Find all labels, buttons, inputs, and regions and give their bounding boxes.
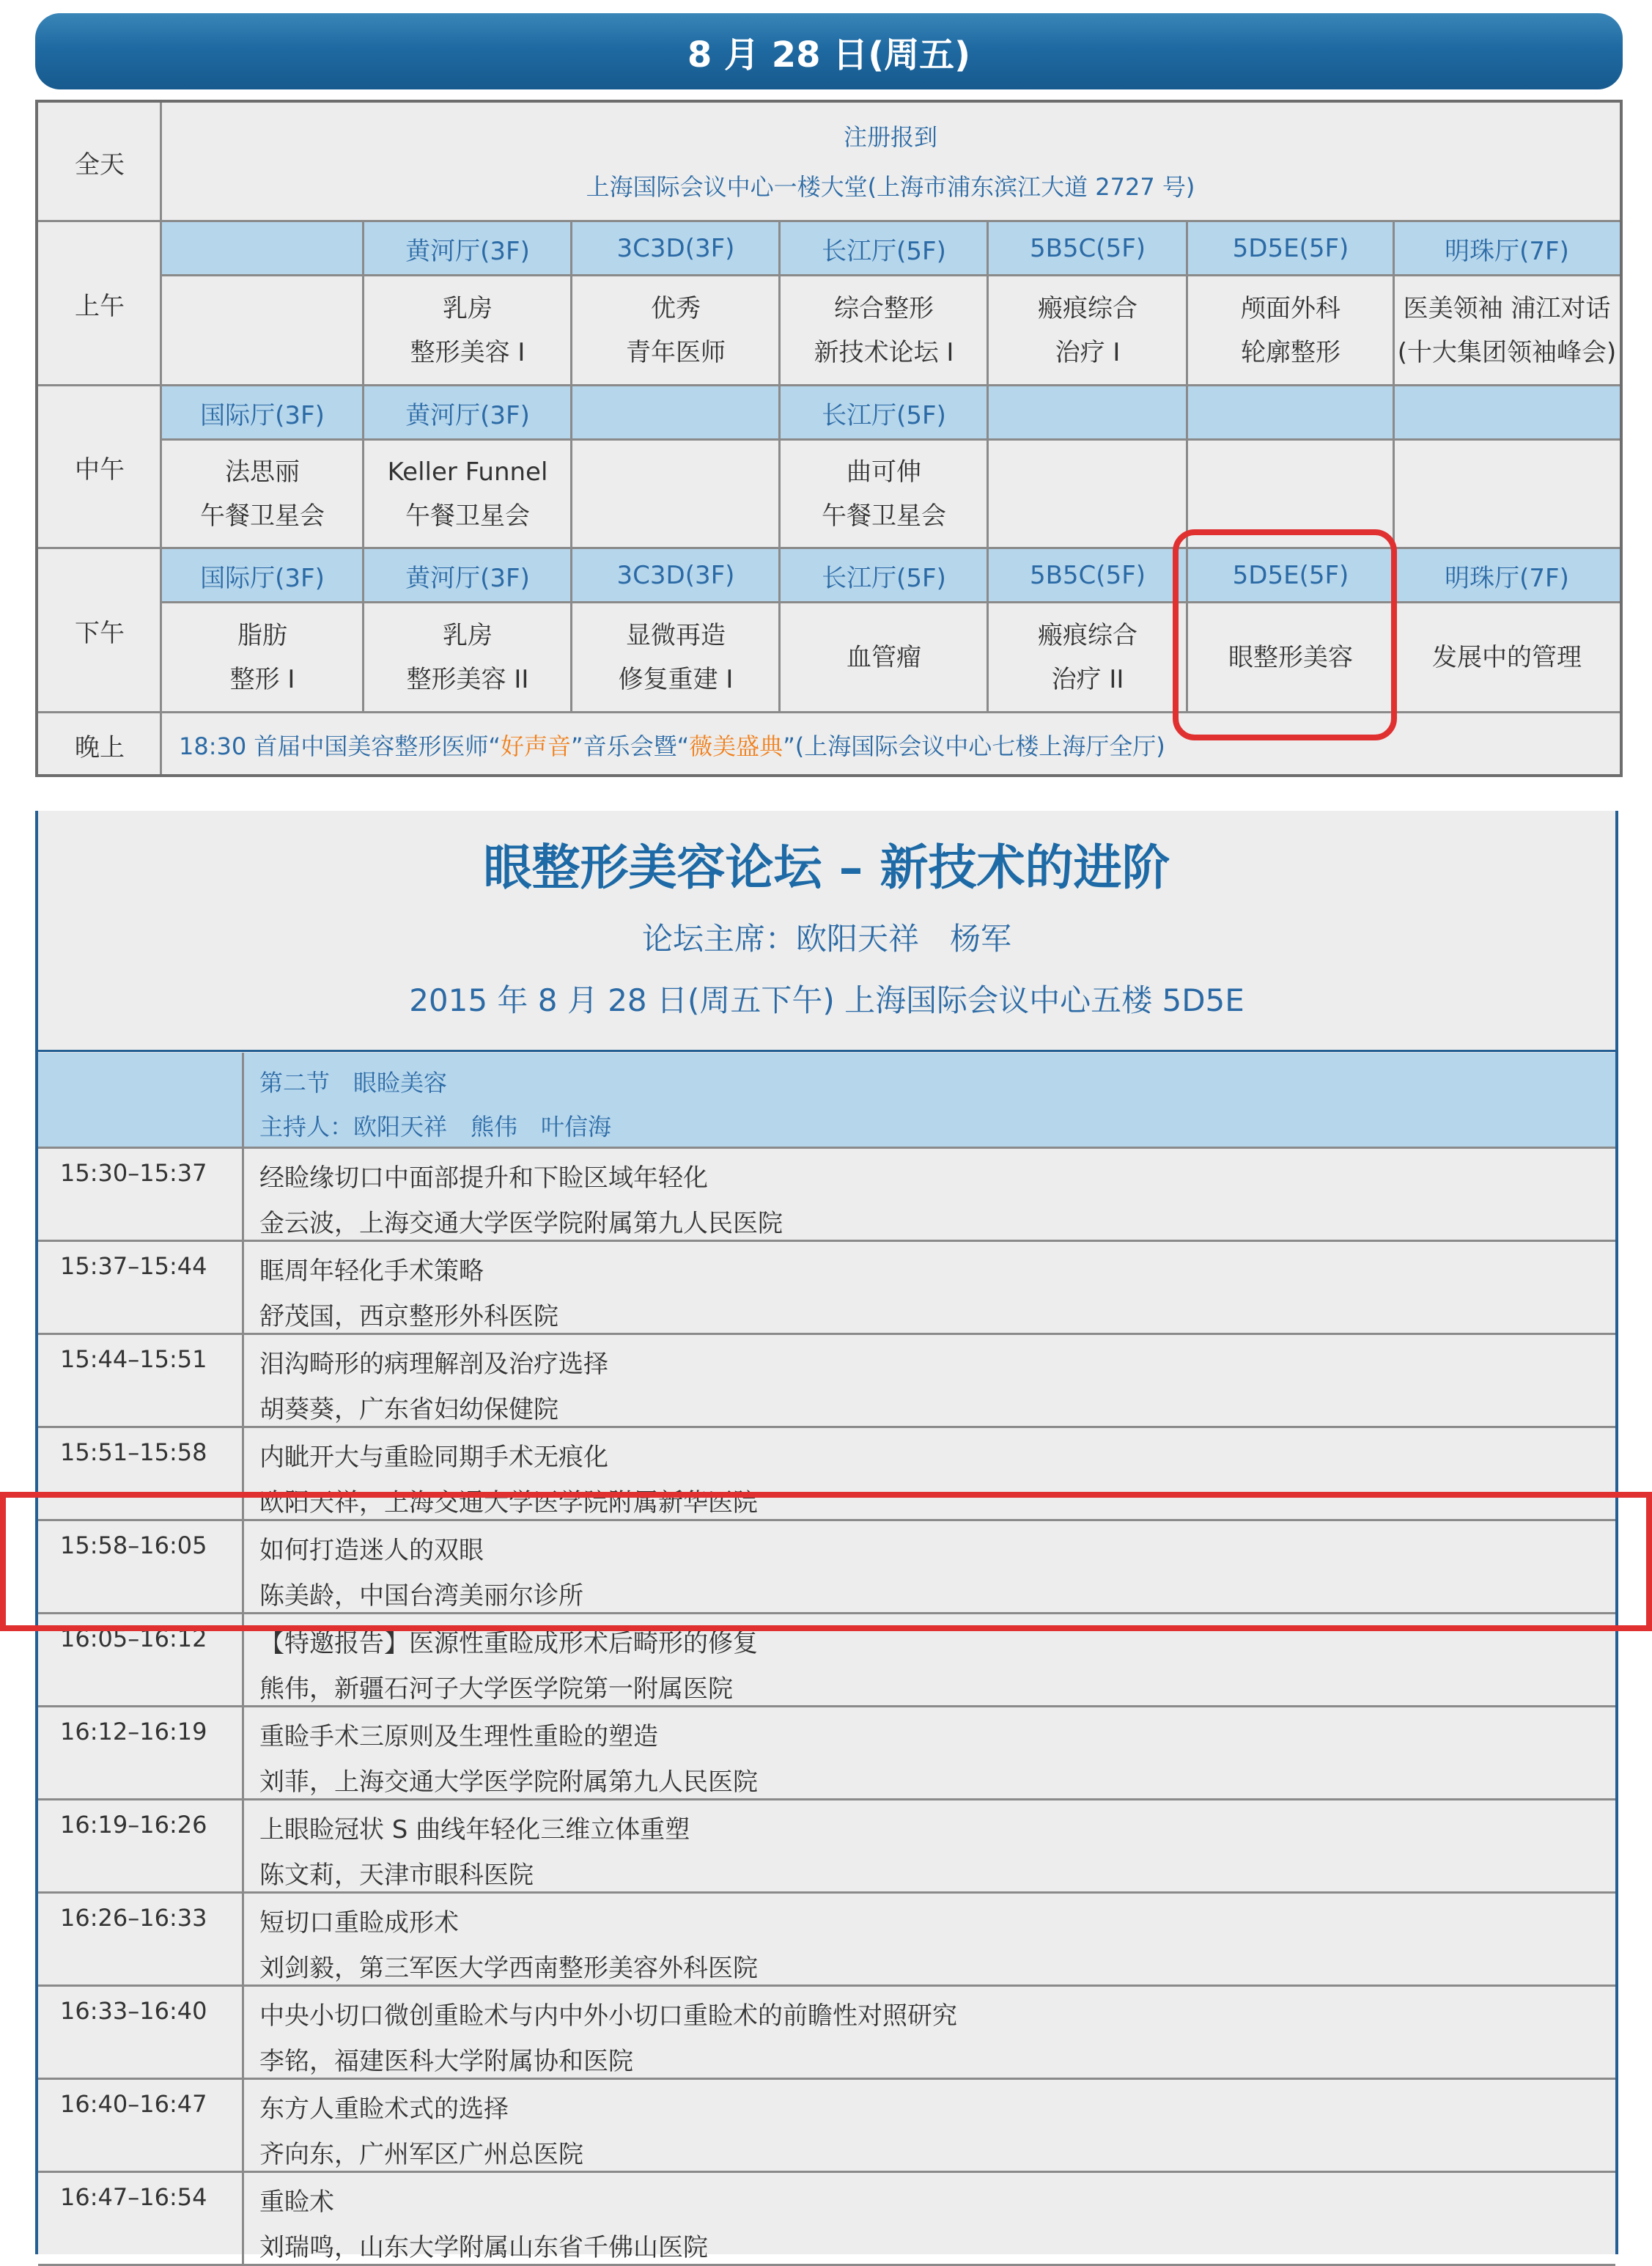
talk-topic: 重睑手术三原则及生理性重睑的塑造 <box>259 1722 658 1751</box>
noon-session-cell <box>572 440 780 548</box>
column-divider <box>1186 221 1188 386</box>
noon-session-cell <box>364 440 572 548</box>
noon-session-cell <box>780 440 988 548</box>
talk-time: 16:12–16:19 <box>60 1718 207 1746</box>
talk-topic: 如何打造迷人的双眼 <box>259 1536 484 1565</box>
session-title-line: 修复重建 I <box>618 665 734 694</box>
talk-time: 16:33–16:40 <box>60 1997 207 2025</box>
talk-speaker: 欧阳天祥，上海交通大学医学院附属新华医院 <box>259 1488 758 1518</box>
column-divider <box>362 386 364 548</box>
forum-date-venue: 2015 年 8 月 28 日(周五下午) 上海国际会议中心五楼 5D5E <box>409 982 1244 1018</box>
afternoon-hall-header: 国际厅(3F) <box>161 548 364 603</box>
morning-hall-header: 5D5E(5F) <box>1187 221 1394 276</box>
talk-time: 15:58–16:05 <box>60 1531 207 1559</box>
afternoon-hall-header: 5D5E(5F) <box>1187 548 1394 603</box>
talk-time: 16:40–16:47 <box>60 2090 207 2118</box>
session-title-line: 法思丽 <box>225 457 300 487</box>
noon-hall-header <box>988 386 1187 440</box>
morning-session-cell <box>161 276 364 386</box>
talk-row <box>38 2173 1615 2266</box>
talk-row <box>38 1707 1615 1800</box>
talk-speaker: 陈美龄，中国台湾美丽尔诊所 <box>259 1581 583 1611</box>
noon-hall-header: 长江厅(5F) <box>780 386 988 440</box>
session-title-line: 午餐卫星会 <box>405 501 530 531</box>
column-divider <box>242 2080 244 2171</box>
morning-hall-header: 黄河厅(3F) <box>364 221 572 276</box>
talk-time: 16:26–16:33 <box>60 1904 207 1932</box>
date-banner <box>35 13 1623 89</box>
session-title-line: 整形美容 II <box>406 665 529 694</box>
talk-row <box>38 2080 1615 2173</box>
afternoon-session-cell <box>161 603 364 713</box>
talk-speaker: 熊伟，新疆石河子大学医学院第一附属医院 <box>259 1674 733 1704</box>
talk-topic: 内眦开大与重睑同期手术无痕化 <box>259 1443 608 1472</box>
highlight-box-session <box>1173 529 1397 740</box>
session-title-line: 青年医师 <box>626 338 726 367</box>
row-label-afternoon: 下午 <box>75 618 125 648</box>
header-divider <box>161 601 1620 603</box>
section-title: 第二节 眼睑美容 <box>259 1069 448 1097</box>
column-divider <box>242 1053 244 1147</box>
talk-speaker: 刘瑞鸣，山东大学附属山东省千佛山医院 <box>259 2233 708 2262</box>
column-divider <box>362 221 364 386</box>
talk-topic: 眶周年轻化手术策略 <box>259 1257 484 1286</box>
registration-venue: 上海国际会议中心一楼大堂(上海市浦东滨江大道 2727 号) <box>586 173 1195 201</box>
morning-session-cell <box>572 276 780 386</box>
talk-speaker: 刘菲，上海交通大学医学院附属第九人民医院 <box>259 1767 758 1797</box>
talk-row <box>38 1335 1615 1428</box>
morning-hall-header: 3C3D(3F) <box>572 221 780 276</box>
evening-text-pre: 18:30 首届中国美容整形医师“ <box>179 732 501 760</box>
evening-event <box>161 713 1620 777</box>
column-divider <box>1186 386 1188 548</box>
column-divider <box>570 548 572 713</box>
talk-row <box>38 1800 1615 1894</box>
session-title-line: Keller Funnel <box>387 457 548 487</box>
talk-time: 15:44–15:51 <box>60 1345 207 1373</box>
column-divider <box>570 386 572 548</box>
session-title-line: 瘢痕综合 <box>1038 294 1137 323</box>
column-divider <box>987 221 989 386</box>
highlight-box-talk <box>0 1492 1652 1631</box>
talk-speaker: 齐向东，广州军区广州总医院 <box>259 2140 583 2169</box>
morning-hall-header: 长江厅(5F) <box>780 221 988 276</box>
afternoon-session-cell <box>988 603 1187 713</box>
column-divider <box>778 548 781 713</box>
noon-hall-header: 国际厅(3F) <box>161 386 364 440</box>
row-divider <box>38 384 1620 386</box>
row-label-allday: 全天 <box>75 150 125 180</box>
talk-speaker: 舒茂国，西京整形外科医院 <box>259 1302 558 1331</box>
column-divider <box>242 1335 244 1426</box>
talk-topic: 中央小切口微创重睑术与内中外小切口重睑术的前瞻性对照研究 <box>259 2001 957 2031</box>
row-label-morning: 上午 <box>75 291 125 321</box>
talk-topic: 东方人重睑术式的选择 <box>259 2094 509 2124</box>
session-title-line: 综合整形 <box>834 294 934 323</box>
session-title-line: 整形 I <box>229 665 295 694</box>
noon-hall-header <box>1187 386 1394 440</box>
morning-session-cell <box>1187 276 1394 386</box>
talk-time: 15:51–15:58 <box>60 1438 207 1466</box>
column-divider <box>242 1894 244 1984</box>
session-title-line: 医美领袖 浦江对话 <box>1403 294 1611 323</box>
talk-time: 16:47–16:54 <box>60 2183 207 2211</box>
session-title-line: 发展中的管理 <box>1432 643 1582 672</box>
morning-session-cell <box>1394 276 1620 386</box>
header-divider <box>161 438 1620 441</box>
registration-cell <box>161 103 1620 221</box>
column-divider <box>987 548 989 713</box>
talk-row <box>38 1242 1615 1335</box>
label-column-divider <box>160 103 162 774</box>
forum-divider <box>38 1050 1615 1052</box>
session-title-line: 显微再造 <box>626 621 726 650</box>
talk-time: 15:37–15:44 <box>60 1252 207 1280</box>
talk-topic: 泪沟畸形的病理解剖及治疗选择 <box>259 1350 608 1379</box>
afternoon-hall-header: 3C3D(3F) <box>572 548 780 603</box>
noon-session-cell <box>161 440 364 548</box>
talk-topic: 短切口重睑成形术 <box>259 1908 459 1938</box>
session-title-line: 新技术论坛 I <box>814 338 954 367</box>
row-label-noon: 中午 <box>75 455 125 485</box>
talk-time: 16:05–16:12 <box>60 1625 207 1652</box>
column-divider <box>242 1242 244 1333</box>
session-title-line: 眼整形美容 <box>1228 643 1353 672</box>
talk-row <box>38 1149 1615 1242</box>
session-title-line: 治疗 II <box>1051 665 1124 694</box>
column-divider <box>778 386 781 548</box>
forum-chair: 论坛主席：欧阳天祥 杨军 <box>641 921 1011 957</box>
column-divider <box>362 548 364 713</box>
session-title-line: 午餐卫星会 <box>822 501 946 531</box>
session-title-line: 优秀 <box>651 294 701 323</box>
afternoon-hall-header: 黄河厅(3F) <box>364 548 572 603</box>
noon-hall-header <box>572 386 780 440</box>
noon-session-cell <box>1394 440 1620 548</box>
column-divider <box>242 1149 244 1240</box>
column-divider <box>242 1800 244 1891</box>
talk-topic: 【特邀报告】医源性重睑成形术后畸形的修复 <box>259 1629 758 1658</box>
column-divider <box>242 1987 244 2078</box>
session-title-line: 脂肪 <box>237 621 287 650</box>
session-title-line: 整形美容 I <box>410 338 526 367</box>
talk-topic: 上眼睑冠状 S 曲线年轻化三维立体重塑 <box>259 1815 690 1844</box>
talk-speaker: 李铭，福建医科大学附属协和医院 <box>259 2047 633 2076</box>
column-divider <box>242 1707 244 1798</box>
talk-topic: 重睑术 <box>259 2188 334 2217</box>
session-title-line: (十大集团领袖峰会) <box>1397 338 1617 367</box>
morning-hall-header: 明珠厅(7F) <box>1394 221 1620 276</box>
column-divider <box>242 2173 244 2264</box>
column-divider <box>778 221 781 386</box>
afternoon-hall-header: 长江厅(5F) <box>780 548 988 603</box>
evening-text-mid: ”音乐会暨“ <box>571 732 690 760</box>
session-title-line: 颅面外科 <box>1241 294 1341 323</box>
morning-session-cell <box>988 276 1187 386</box>
talk-speaker: 胡葵葵，广东省妇幼保健院 <box>259 1395 558 1424</box>
afternoon-session-cell <box>572 603 780 713</box>
registration-title: 注册报到 <box>843 123 937 151</box>
session-title-line: 轮廓整形 <box>1241 338 1341 367</box>
talk-row <box>38 1987 1615 2080</box>
column-divider <box>1393 386 1395 548</box>
talk-speaker: 刘剑毅，第三军医大学西南整形美容外科医院 <box>259 1954 758 1983</box>
column-divider <box>987 386 989 548</box>
column-divider <box>1393 221 1395 386</box>
afternoon-session-cell <box>780 603 988 713</box>
noon-hall-header: 黄河厅(3F) <box>364 386 572 440</box>
talk-topic: 经睑缘切口中面部提升和下睑区域年轻化 <box>259 1163 708 1193</box>
session-title-line: 曲可伸 <box>847 457 921 487</box>
session-title-line: 乳房 <box>443 621 493 650</box>
talk-speaker: 陈文莉，天津市眼科医院 <box>259 1861 534 1890</box>
session-title-line: 治疗 I <box>1055 338 1121 367</box>
afternoon-session-cell <box>1394 603 1620 713</box>
morning-hall-header: 5B5C(5F) <box>988 221 1187 276</box>
row-label-evening: 晚上 <box>75 732 125 762</box>
session-title-line: 乳房 <box>443 294 493 323</box>
talk-row <box>38 1894 1615 1987</box>
afternoon-hall-header: 明珠厅(7F) <box>1394 548 1620 603</box>
column-divider <box>570 221 572 386</box>
forum-title: 眼整形美容论坛 – 新技术的进阶 <box>483 839 1170 896</box>
banner-date: 8 月 28 日(周五) <box>687 34 971 76</box>
row-divider <box>38 220 1620 222</box>
morning-session-cell <box>364 276 572 386</box>
session-title-line: 血管瘤 <box>847 643 921 672</box>
afternoon-hall-header: 5B5C(5F) <box>988 548 1187 603</box>
section-header <box>38 1053 1615 1149</box>
evening-highlight-1: 好声音 <box>500 732 571 760</box>
talk-speaker: 金云波，上海交通大学医学院附属第九人民医院 <box>259 1209 783 1238</box>
noon-hall-header <box>1394 386 1620 440</box>
session-title-line: 午餐卫星会 <box>200 501 325 531</box>
afternoon-session-cell <box>364 603 572 713</box>
morning-session-cell <box>780 276 988 386</box>
noon-session-cell <box>988 440 1187 548</box>
evening-text-post: ”(上海国际会议中心七楼上海厅全厅) <box>783 732 1165 760</box>
session-title-line: 瘢痕综合 <box>1038 621 1137 650</box>
talk-time: 15:30–15:37 <box>60 1159 207 1187</box>
header-divider <box>161 274 1620 276</box>
evening-highlight-2: 薇美盛典 <box>689 732 783 760</box>
talk-time: 16:19–16:26 <box>60 1811 207 1839</box>
section-hosts: 主持人：欧阳天祥 熊伟 叶信海 <box>259 1113 612 1141</box>
morning-hall-header <box>161 221 364 276</box>
